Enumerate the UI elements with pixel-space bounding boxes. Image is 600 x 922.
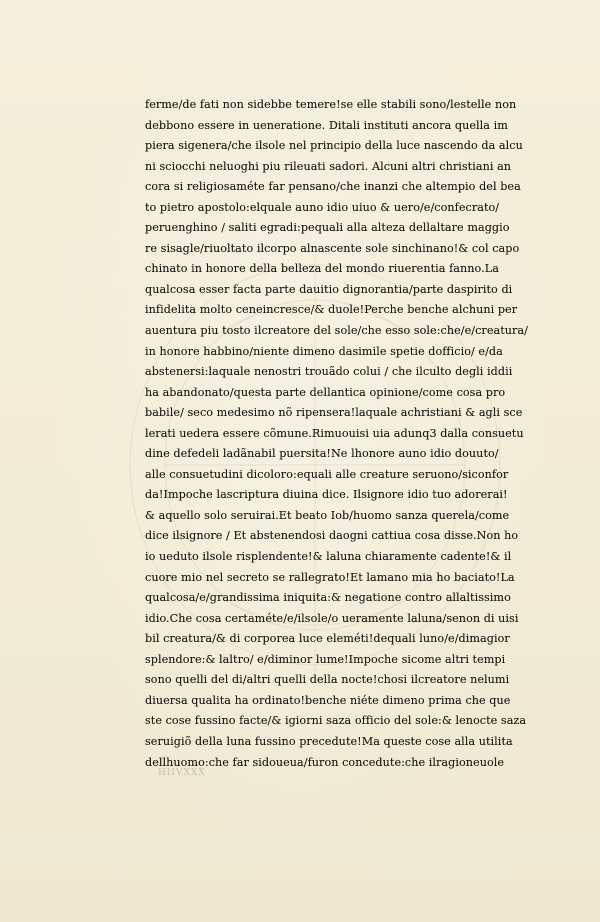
text-line: ha abandonato/questa parte dellantica opinione/come cosa pro <box>145 385 506 399</box>
text-line: infidelita molto ceneincresce/& duole!Perche benche alchuni per <box>145 303 518 317</box>
text-line: peruenghino / saliti egradi:pequali alla alteza dellaltare maggio <box>145 221 510 235</box>
text-line: diuersa qualita ha ordinato!benche niéte dimeno prima che que <box>145 693 511 707</box>
text-line: ni sciocchi neluoghi piu rileuati sadori. Alcuni altri christiani an <box>145 159 512 173</box>
text-body <box>145 95 570 773</box>
text-line: idio.Che cosa certaméte/e/ilsole/o ueramente laluna/senon di uisi <box>145 611 519 625</box>
text-line: da!Impoche lascriptura diuina dice. Ilsignore idio tuo adorerai! <box>145 488 508 502</box>
text-line: dine defedeli ladãnabil puersita!Ne lhonore auno idio douuto/ <box>145 447 499 461</box>
text-line: debbono essere in ueneratione. Ditali instituti ancora quella im <box>145 118 508 132</box>
text-line: bil creatura/& di corporea luce eleméti!dequali luno/e/dimagior <box>145 632 510 646</box>
text-line: in honore habbino/niente dimeno dasimile spetie dofficio/ e/da <box>145 344 503 358</box>
text-line: dice ilsignore / Et abstenendosi daogni cattiua cosa disse.Non ho <box>145 529 519 543</box>
text-line: chinato in honore della belleza del mondo riuerentia fanno.La <box>145 262 499 276</box>
text-line: seruigiõ della luna fussino precedute!Ma queste cose alla utilita <box>145 734 513 748</box>
text-line: dellhuomo:che far sidoueua/furon concedute:che ilragioneuole <box>145 755 505 769</box>
text-line: cuore mio nel secreto se rallegrato!Et lamano mia ho baciato!La <box>145 570 515 584</box>
signature-mark: HIIVXXX <box>158 768 206 778</box>
text-line: piera sigenera/che ilsole nel principio della luce nascendo da alcu <box>145 139 523 153</box>
text-line: auentura piu tosto ilcreatore del sole/che esso sole:che/e/creatura/ <box>145 324 528 338</box>
text-line: babile/ seco medesimo nõ ripensera!laquale achristiani & agli sce <box>145 406 523 420</box>
text-line: to pietro apostolo:elquale auno idio uiuo & uero/e/confecrato/ <box>145 200 500 214</box>
text-line: re sisagle/riuoltato ilcorpo alnascente sole sinchinano!& col capo <box>145 241 520 255</box>
text-line: io ueduto ilsole risplendente!& laluna chiaramente cadente!& il <box>145 550 512 564</box>
text-line: ferme/de fati non sidebbe temere!se elle stabili sono/lestelle non <box>145 98 517 111</box>
text-line: & aquello solo seruirai.Et beato Iob/huomo sanza querela/come <box>145 508 510 522</box>
text-line: alle consuetudini dicoloro:equali alle creature seruono/siconfor <box>145 467 509 481</box>
text-line: cora si religiosaméte far pensano/che inanzi che altempio del bea <box>145 180 521 194</box>
text-line: qualcosa esser facta parte dauitio dignorantia/parte daspirito di <box>145 282 513 296</box>
text-line: qualcosa/e/grandissima iniquita:& negatione contro allaltissimo <box>145 591 511 605</box>
text-line: ste cose fussino facte/& igiorni saza officio del sole:& lenocte saza <box>145 714 527 728</box>
text-line: splendore:& laltro/ e/diminor lume!Impoche sicome altri tempi <box>145 652 506 666</box>
text-line: abstenersi:laquale nenostri trouãdo colui / che ilculto degli iddii <box>145 365 513 379</box>
text-line: sono quelli del di/altri quelli della nocte!chosi ilcreatore nelumi <box>145 673 510 687</box>
text-line: lerati uedera essere cõmune.Rimuouisi uia adunq3 dalla consuetu <box>145 426 524 440</box>
